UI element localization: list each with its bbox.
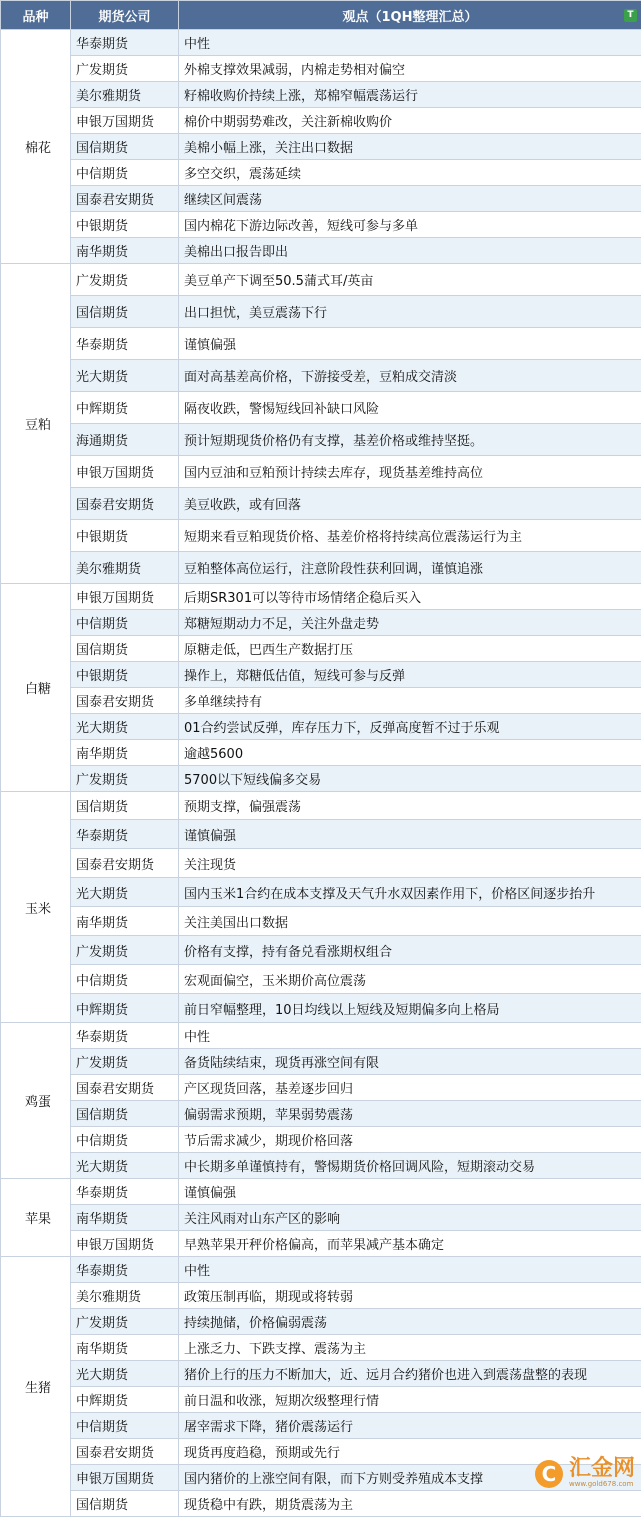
view-cell: 谨慎偏强 — [179, 820, 641, 849]
view-cell: 前日温和收涨，短期次级整理行情 — [179, 1387, 641, 1413]
view-cell: 短期来看豆粕现货价格、基差价格将持续高位震荡运行为主 — [179, 520, 641, 552]
company-cell: 广发期货 — [71, 1309, 179, 1335]
company-cell: 申银万国期货 — [71, 1465, 179, 1491]
table-row — [1, 610, 641, 636]
view-cell: 国内豆油和豆粕预计持续去库存，现货基差维持高位 — [179, 456, 641, 488]
company-cell: 中信期货 — [71, 1413, 179, 1439]
view-cell: 美棉出口报告即出 — [179, 238, 641, 264]
variety-cell: 豆粕 — [1, 264, 71, 584]
table-row — [1, 792, 641, 820]
view-cell: 5700以下短线偏多交易 — [179, 766, 641, 792]
table-row — [1, 820, 641, 849]
table-row — [1, 714, 641, 740]
table-row — [1, 1257, 641, 1283]
company-cell: 华泰期货 — [71, 328, 179, 360]
company-cell: 国信期货 — [71, 296, 179, 328]
table-row — [1, 994, 641, 1023]
view-cell: 国内玉米1合约在成本支撑及天气升水双因素作用下，价格区间逐步抬升 — [179, 878, 641, 907]
view-cell: 现货再度趋稳，预期或先行 — [179, 1439, 641, 1465]
view-cell: 籽棉收购价持续上涨，郑棉窄幅震荡运行 — [179, 82, 641, 108]
company-cell: 国信期货 — [71, 1491, 179, 1517]
table-row — [1, 328, 641, 360]
table-row — [1, 264, 641, 296]
table-row — [1, 392, 641, 424]
company-cell: 国信期货 — [71, 636, 179, 662]
company-cell: 光大期货 — [71, 360, 179, 392]
company-cell: 申银万国期货 — [71, 108, 179, 134]
company-cell: 华泰期货 — [71, 1257, 179, 1283]
table-row — [1, 552, 641, 584]
view-cell: 关注现货 — [179, 849, 641, 878]
table-row — [1, 108, 641, 134]
view-cell: 关注美国出口数据 — [179, 907, 641, 936]
company-cell: 华泰期货 — [71, 1179, 179, 1205]
view-cell: 节后需求减少，期现价格回落 — [179, 1127, 641, 1153]
table-row — [1, 30, 641, 56]
view-cell: 猪价上行的压力不断加大，近、远月合约猪价也进入到震荡盘整的表现 — [179, 1361, 641, 1387]
company-cell: 南华期货 — [71, 1205, 179, 1231]
company-cell: 广发期货 — [71, 936, 179, 965]
table-row — [1, 360, 641, 392]
company-cell: 中信期货 — [71, 160, 179, 186]
company-cell: 光大期货 — [71, 878, 179, 907]
company-cell: 国信期货 — [71, 134, 179, 160]
view-cell: 早熟苹果开秤价格偏高，而苹果减产基本确定 — [179, 1231, 641, 1257]
table-row — [1, 1153, 641, 1179]
view-cell: 国内猪价的上涨空间有限，而下方则受养殖成本支撑 — [179, 1465, 641, 1491]
view-cell: 政策压制再临，期现或将转弱 — [179, 1283, 641, 1309]
view-cell: 美豆单产下调至50.5蒲式耳/英亩 — [179, 264, 641, 296]
view-cell: 国内棉花下游边际改善，短线可参与多单 — [179, 212, 641, 238]
company-cell: 申银万国期货 — [71, 1231, 179, 1257]
view-cell: 谨慎偏强 — [179, 328, 641, 360]
company-cell: 国泰君安期货 — [71, 688, 179, 714]
company-cell: 中辉期货 — [71, 994, 179, 1023]
company-cell: 中辉期货 — [71, 392, 179, 424]
table-row — [1, 688, 641, 714]
table-row — [1, 936, 641, 965]
company-cell: 国泰君安期货 — [71, 1075, 179, 1101]
table-row — [1, 1283, 641, 1309]
watermark-logo — [535, 1458, 635, 1489]
view-cell: 预计短期现货价格仍有支撑，基差价格或维持坚挺。 — [179, 424, 641, 456]
view-cell: 中性 — [179, 30, 641, 56]
company-cell: 光大期货 — [71, 1361, 179, 1387]
view-cell: 操作上，郑糖低估值，短线可参与反弹 — [179, 662, 641, 688]
watermark-text — [569, 1458, 635, 1489]
view-cell: 产区现货回落，基差逐步回归 — [179, 1075, 641, 1101]
view-cell: 多空交织，震荡延续 — [179, 160, 641, 186]
table-row — [1, 1387, 641, 1413]
view-cell: 前日窄幅整理，10日均线以上短线及短期偏多向上格局 — [179, 994, 641, 1023]
table-row — [1, 1309, 641, 1335]
company-cell: 南华期货 — [71, 1335, 179, 1361]
header-view — [179, 1, 641, 30]
view-cell: 美棉小幅上涨，关注出口数据 — [179, 134, 641, 160]
view-cell: 棉价中期弱势难改，关注新棉收购价 — [179, 108, 641, 134]
company-cell: 中辉期货 — [71, 1387, 179, 1413]
company-cell: 南华期货 — [71, 907, 179, 936]
variety-cell: 苹果 — [1, 1179, 71, 1257]
watermark-url: www.gold678.com — [569, 1480, 635, 1489]
company-cell: 中银期货 — [71, 662, 179, 688]
view-cell: 后期SR301可以等待市场情绪企稳后买入 — [179, 584, 641, 610]
company-cell: 海通期货 — [71, 424, 179, 456]
view-cell: 多单继续持有 — [179, 688, 641, 714]
view-cell: 中性 — [179, 1257, 641, 1283]
table-header-row — [1, 1, 641, 30]
table-row — [1, 296, 641, 328]
table-row — [1, 1101, 641, 1127]
view-cell: 01合约尝试反弹，库存压力下，反弹高度暂不过于乐观 — [179, 714, 641, 740]
table-row — [1, 186, 641, 212]
company-cell: 华泰期货 — [71, 820, 179, 849]
table-row — [1, 456, 641, 488]
variety-cell: 生猪 — [1, 1257, 71, 1517]
company-cell: 中信期货 — [71, 1127, 179, 1153]
company-cell: 光大期货 — [71, 1153, 179, 1179]
view-cell: 谨慎偏强 — [179, 1179, 641, 1205]
view-cell: 宏观面偏空，玉米期价高位震荡 — [179, 965, 641, 994]
view-cell: 持续抛储，价格偏弱震荡 — [179, 1309, 641, 1335]
view-cell: 美豆收跌，或有回落 — [179, 488, 641, 520]
table-row — [1, 965, 641, 994]
company-cell: 中银期货 — [71, 520, 179, 552]
view-cell: 现货稳中有跌，期货震荡为主 — [179, 1491, 641, 1517]
company-cell: 申银万国期货 — [71, 584, 179, 610]
table-row — [1, 56, 641, 82]
table-row — [1, 160, 641, 186]
company-cell: 中信期货 — [71, 965, 179, 994]
view-cell: 隔夜收跌，警惕短线回补缺口风险 — [179, 392, 641, 424]
table-row — [1, 488, 641, 520]
table-row — [1, 1335, 641, 1361]
table-row — [1, 1361, 641, 1387]
company-cell: 美尔雅期货 — [71, 552, 179, 584]
company-cell: 国泰君安期货 — [71, 186, 179, 212]
table-row — [1, 238, 641, 264]
table-body — [1, 30, 641, 1517]
view-cell: 关注风雨对山东产区的影响 — [179, 1205, 641, 1231]
table-row — [1, 424, 641, 456]
view-cell: 中性 — [179, 1023, 641, 1049]
view-cell: 逾越5600 — [179, 740, 641, 766]
watermark-title: 汇金网 — [569, 1458, 635, 1480]
view-cell: 豆粕整体高位运行，注意阶段性获利回调，谨慎追涨 — [179, 552, 641, 584]
view-cell: 上涨乏力、下跌支撑、震荡为主 — [179, 1335, 641, 1361]
company-cell: 广发期货 — [71, 264, 179, 296]
company-cell: 南华期货 — [71, 238, 179, 264]
variety-cell: 白糖 — [1, 584, 71, 792]
company-cell: 中信期货 — [71, 610, 179, 636]
table-row — [1, 212, 641, 238]
company-cell: 广发期货 — [71, 766, 179, 792]
table-row — [1, 907, 641, 936]
company-cell: 国泰君安期货 — [71, 849, 179, 878]
view-cell: 中长期多单谨慎持有，警惕期货价格回调风险，短期滚动交易 — [179, 1153, 641, 1179]
header-variety: 品种 — [1, 1, 71, 30]
company-cell: 光大期货 — [71, 714, 179, 740]
view-cell: 出口担忧，美豆震荡下行 — [179, 296, 641, 328]
company-cell: 中银期货 — [71, 212, 179, 238]
company-cell: 美尔雅期货 — [71, 1283, 179, 1309]
table-row — [1, 662, 641, 688]
table-row — [1, 520, 641, 552]
table-row — [1, 1179, 641, 1205]
view-cell: 面对高基差高价格，下游接受差，豆粕成交清淡 — [179, 360, 641, 392]
company-cell: 国信期货 — [71, 1101, 179, 1127]
table-row — [1, 1231, 641, 1257]
view-cell: 郑糖短期动力不足，关注外盘走势 — [179, 610, 641, 636]
table-row — [1, 636, 641, 662]
view-cell: 预期支撑，偏强震荡 — [179, 792, 641, 820]
variety-cell: 鸡蛋 — [1, 1023, 71, 1179]
view-cell: 偏弱需求预期，苹果弱势震荡 — [179, 1101, 641, 1127]
company-cell: 华泰期货 — [71, 1023, 179, 1049]
view-cell: 原糖走低，巴西生产数据打压 — [179, 636, 641, 662]
company-cell: 申银万国期货 — [71, 456, 179, 488]
table-row — [1, 878, 641, 907]
filter-toggle-icon[interactable]: T — [624, 9, 637, 22]
view-cell: 屠宰需求下降，猪价震荡运行 — [179, 1413, 641, 1439]
company-cell: 华泰期货 — [71, 30, 179, 56]
company-cell: 美尔雅期货 — [71, 82, 179, 108]
table-row — [1, 766, 641, 792]
view-cell: 价格有支撑，持有备兑看涨期权组合 — [179, 936, 641, 965]
table-row — [1, 1075, 641, 1101]
table-row — [1, 1413, 641, 1439]
table-row — [1, 1127, 641, 1153]
header-company: 期货公司 — [71, 1, 179, 30]
header-view-label: 观点（1QH整理汇总） — [343, 10, 478, 25]
table-row — [1, 1023, 641, 1049]
table-row — [1, 1205, 641, 1231]
company-cell: 广发期货 — [71, 56, 179, 82]
watermark-c-icon: C — [535, 1460, 563, 1488]
variety-cell: 棉花 — [1, 30, 71, 264]
company-cell: 南华期货 — [71, 740, 179, 766]
table-row — [1, 849, 641, 878]
company-cell: 国泰君安期货 — [71, 488, 179, 520]
table-row — [1, 740, 641, 766]
table-row — [1, 134, 641, 160]
variety-cell: 玉米 — [1, 792, 71, 1023]
company-cell: 国泰君安期货 — [71, 1439, 179, 1465]
view-cell: 备货陆续结束，现货再涨空间有限 — [179, 1049, 641, 1075]
table-row — [1, 584, 641, 610]
table-row — [1, 1049, 641, 1075]
table-row — [1, 82, 641, 108]
company-cell: 广发期货 — [71, 1049, 179, 1075]
company-cell: 国信期货 — [71, 792, 179, 820]
view-cell: 继续区间震荡 — [179, 186, 641, 212]
view-cell: 外棉支撑效果减弱，内棉走势相对偏空 — [179, 56, 641, 82]
table-row — [1, 1491, 641, 1517]
